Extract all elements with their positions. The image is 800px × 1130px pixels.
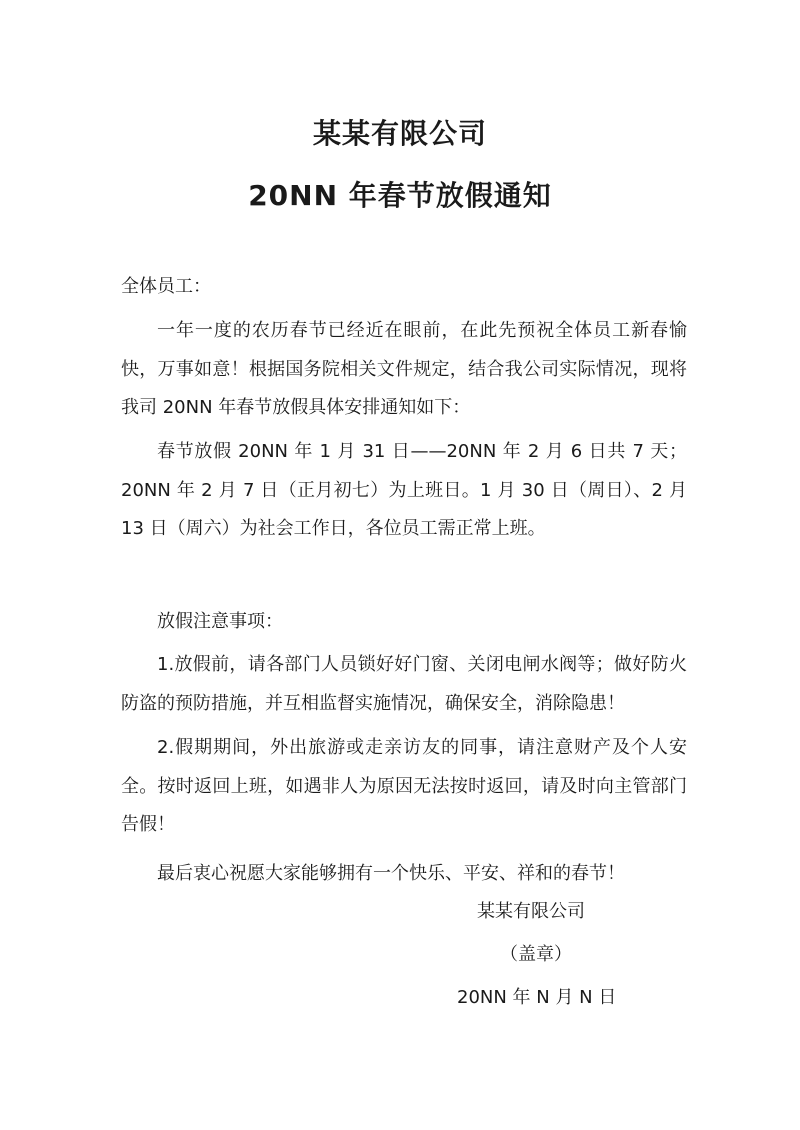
signature-seal: （盖章） bbox=[500, 944, 572, 965]
note-item-2: 2.假期期间，外出旅游或走亲访友的同事，请注意财产及个人安全。按时返回上班，如遇非人为原因无法按时返回，请及时向主管部门告假！ bbox=[121, 737, 687, 836]
schedule-paragraph: 春节放假 20NN 年 1 月 31 日——20NN 年 2 月 6 日共 7 天；20NN 年 2 月 7 日（正月初七）为上班日。1 月 30 日（周日）、2 月 13 日（周六）为社会工作日，各位员工需正常上班。 bbox=[121, 441, 687, 540]
closing-wish: 最后衷心祝愿大家能够拥有一个快乐、平安、祥和的春节！ bbox=[157, 863, 625, 884]
intro-paragraph: 一年一度的农历春节已经近在眼前，在此先预祝全体员工新春愉快，万事如意！根据国务院相关文件规定，结合我公司实际情况，现将我司 20NN 年春节放假具体安排通知如下： bbox=[121, 320, 687, 419]
note-item-1: 1.放假前，请各部门人员锁好好门窗、关闭电闸水阀等；做好防火防盗的预防措施，并互相监督实施情况，确保安全，消除隐患！ bbox=[121, 654, 687, 714]
company-title: 某某有限公司 bbox=[312, 117, 487, 150]
signature-date: 20NN 年 N 月 N 日 bbox=[457, 987, 617, 1008]
salutation: 全体员工： bbox=[121, 276, 211, 297]
signature-company: 某某有限公司 bbox=[477, 901, 585, 922]
notice-title: 20NN 年春节放假通知 bbox=[248, 179, 552, 212]
notes-heading: 放假注意事项： bbox=[157, 611, 283, 632]
